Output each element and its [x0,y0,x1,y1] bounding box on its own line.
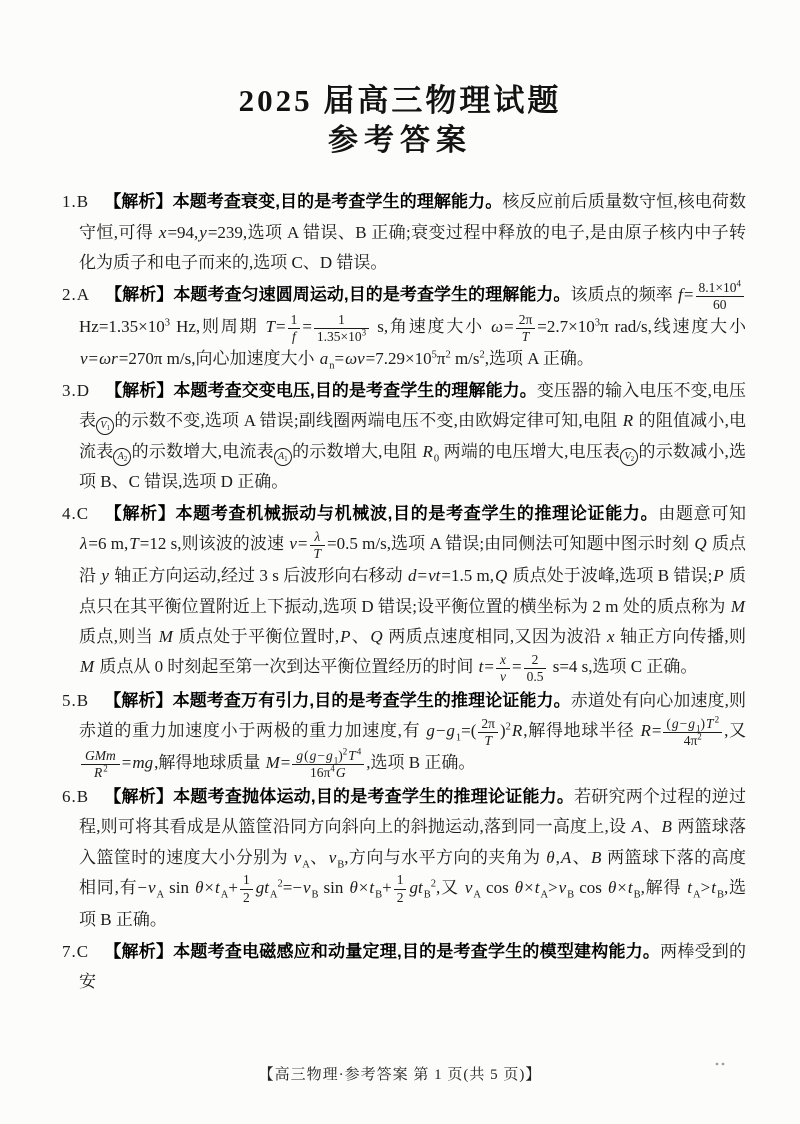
fraction-denominator [314,329,369,344]
math-var: B [591,847,602,867]
math-var: t [627,877,633,897]
text-run: ,选项 B 正确。 [79,877,747,929]
math-var: v [148,877,156,897]
text-run: 轴正方向传播,则 [615,626,747,646]
math-var: x [158,222,167,242]
text-run: = [484,657,494,677]
item-number: 5.B [62,691,90,710]
text-run: = [334,348,345,368]
math-var: T [706,715,714,731]
math-var: G [335,764,346,780]
math-var: vt [428,566,441,586]
item-number: 3.D [62,381,91,401]
subscript: 1 [455,732,462,744]
subscript: B [337,859,345,871]
math-var: g [296,747,304,763]
text-run: ,解得 [640,877,687,897]
math-var: Q [495,566,508,586]
text-run: = [280,753,291,773]
math-var: T [348,747,356,763]
math-var: t [687,877,693,897]
meter-subscript: 2 [630,454,635,463]
math-var: y [101,566,109,586]
text-run: ) [338,747,343,763]
item-number: 7.C [62,942,90,962]
math-var: mg [132,753,154,773]
text-run: ,方向与水平方向的夹角为 [344,847,546,867]
math-var: v [500,668,506,684]
math-var: T [484,733,492,749]
fraction-numerator [478,717,498,733]
fraction-numerator [240,873,253,889]
math-var: d [407,566,417,586]
fraction-numerator [81,749,120,765]
text-run: 质点只在其平衡位置附近上下振动,选项 D 错误;设平衡位置的横坐标为 2 m 处的质点称为 [79,566,747,616]
text-run: = [88,348,99,368]
math-var: g [309,747,317,763]
fraction-numerator [288,313,301,329]
page-title: 2025 届高三物理试题 [238,83,562,118]
text-run: 的示数不变,选项 A 错误;副线圈两端电压不变,由欧姆定律可知,电阻 [114,411,622,431]
superscript: 3 [361,327,367,338]
text-run: ( [304,747,309,763]
subscript: B [375,889,383,901]
text-run: 60 [713,296,727,312]
fraction [240,873,253,904]
math-var: Q [370,626,383,646]
meter-subscript: 1 [106,424,110,433]
text-run: , [555,847,560,867]
subscript: B [311,889,319,901]
text-run: 核反应前后质量数守恒,核电荷数守恒,可得 [79,192,747,242]
text-run: cos [481,877,514,897]
math-var: t [215,877,220,897]
text-run: = [417,566,428,586]
math-var: g [326,747,333,763]
text-run: − [679,715,688,731]
math-var: v [80,348,88,368]
subscript: A [220,889,229,901]
fraction-denominator [394,890,407,905]
text-run: 2 [242,889,250,905]
math-var: Q [694,534,707,554]
fraction [292,746,364,780]
text-run: s,角速度大小 [371,316,491,336]
page-footer: 【高三物理·参考答案 第 1 页(共 5 页)】 [258,1067,542,1083]
text-run: π rad/s,线速度大小 [599,316,746,336]
math-var: T [521,328,530,344]
math-var: T [313,546,322,562]
text-run: 、 [351,626,370,646]
fraction [696,278,745,312]
fraction-denominator [663,733,722,748]
superscript: 2 [277,878,283,890]
meter-subscript: 2 [123,454,128,463]
superscript: 2 [505,721,511,733]
math-var: θ [607,877,617,897]
superscript: 2 [479,349,485,361]
fraction [81,749,120,780]
meter-symbol [274,448,292,466]
text-run: 的示数减小,选项 B、C 错误,选项 D 正确。 [79,441,747,491]
superscript: 2 [430,878,436,890]
fraction-numerator [310,530,326,546]
text-run: > [548,877,558,897]
math-var: x [606,626,615,646]
fraction-numerator [524,653,547,669]
superscript: 3 [594,317,600,329]
fraction-denominator [310,546,326,561]
math-var: M [80,657,95,677]
text-run: 2 [531,651,539,667]
text-run: ,解得地球质量 [154,753,265,773]
math-var: g [688,715,696,731]
math-var: M [265,753,280,773]
text-run: Hz=1.35×10 [79,316,165,336]
text-run: 2 [396,889,404,905]
superscript: 4 [330,763,335,774]
math-var: A [631,817,643,837]
fraction-denominator [288,329,301,344]
text-run: 2π [518,311,533,327]
text-run: 质点处于波峰,选项 B 错误; [508,566,713,586]
text-run: 质点沿 [79,534,747,586]
text-run: 、 [572,847,591,867]
text-run: 质点,则当 [79,626,158,646]
fraction-denominator [696,297,745,312]
answer-item [62,280,746,374]
math-var: λ [80,534,88,554]
math-var: R [511,721,523,741]
text-run: 1 [290,311,298,327]
superscript: 4 [736,278,741,289]
text-run: 两棒受到的安 [79,942,747,992]
fraction-numerator [496,653,510,669]
text-run: = [121,753,132,773]
fraction-denominator [516,329,536,344]
text-run: 该质点的频率 [570,285,678,304]
math-var: R [640,721,651,741]
scan-artifact [714,1062,728,1066]
text-run: ,又 [435,877,464,897]
text-run: ,选项 A 正确。 [484,348,594,368]
text-run: =270π m/s,向心加速度大小 [118,348,319,368]
text-run: =7.29×10 [365,348,432,368]
text-run: 两篮球落入篮筐时的速度大小分别为 [79,817,746,867]
text-run: 由题意可知 [658,504,747,524]
math-var: v [464,877,473,897]
text-run: × [617,877,627,897]
text-run: 变压器的输入电压不变,电压表 [79,381,746,431]
text-run: = [275,316,286,336]
math-var: R [622,411,634,431]
text-run: sin [164,877,195,897]
text-run: 1.35×10 [316,328,362,344]
text-run: = [504,316,514,336]
subscript: B [423,889,431,901]
text-run: = [302,316,312,336]
math-var: θ [514,877,524,897]
text-run: 4π [683,733,698,749]
fraction [310,530,326,561]
answer-list [62,187,746,997]
text-run: ) [700,715,706,731]
math-var: y [199,222,207,242]
math-var: x [500,651,506,667]
text-run: 轴正方向运动,经过 3 s 后波形向右移动 [109,566,407,586]
text-run: ) [499,721,506,741]
text-run: =94, [167,222,199,242]
math-var: P [340,626,351,646]
subscript: A [693,889,701,901]
text-run: × [524,877,534,897]
superscript: 2 [445,349,451,361]
subscript: 1 [333,755,339,766]
subscript: n [329,360,335,372]
math-var: R [422,441,433,461]
page-subtitle: 参考答案 [328,123,472,157]
bold-run: 【解析】本题考查匀速圆周运动,目的是考查学生的理解能力。 [105,285,571,304]
math-var: t [478,657,484,677]
subscript: A [156,889,165,901]
math-var: θ [349,877,358,897]
text-run: =12 s,则该波的波速 [139,534,289,554]
text-run: 1 [242,872,250,888]
math-var: t [369,877,375,897]
fraction-denominator [496,669,510,684]
math-var: f [678,285,683,304]
subscript: 0 [433,453,440,465]
bold-run: 【解析】本题考查万有引力,目的是考查学生的推理论证能力。 [104,691,571,710]
math-var: g [671,715,679,731]
text-run: 1 [396,872,404,888]
text-run: s=4 s,选项 C 正确。 [548,657,698,677]
text-run: m/s [450,348,480,368]
math-var: θ [195,877,204,897]
subscript: 1 [696,723,701,734]
math-var: GMm [85,747,116,763]
text-run: − [317,747,326,763]
text-run: ( [666,715,671,731]
math-var: ωr [99,348,118,368]
text-run: + [382,877,392,897]
fraction [496,653,510,684]
meter-letter: A [278,450,285,462]
superscript: 2 [697,731,702,742]
math-var: v [328,847,337,867]
superscript: 5 [431,349,437,361]
text-run: − [435,721,446,741]
text-run: 的阻值减小,电流表 [79,411,747,461]
text-run: sin [318,877,349,897]
fraction-numerator [516,313,536,329]
math-var: ωv [345,348,365,368]
item-number: 2.A [62,285,91,304]
math-var: M [730,596,745,616]
math-var: T [129,534,139,554]
bold-run: 【解析】本题考查电磁感应和动量定理,目的是考查学生的模型建构能力。 [104,942,661,962]
answer-item [62,686,746,780]
subscript: B [633,889,641,901]
fraction [516,313,536,344]
meter-symbol [620,448,638,466]
text-run: 的示数增大,电阻 [291,441,422,461]
fraction-denominator [478,733,498,748]
text-run: 赤道处有向心加速度,则赤道的重力加速度小于两极的重力加速度,有 [79,691,746,741]
item-number: 6.B [62,787,90,807]
text-run: =− [282,877,302,897]
meter-letter: V [624,450,631,462]
subscript: B [716,889,724,901]
subscript: A [473,889,481,901]
meter-symbol [96,417,114,435]
superscript: 2 [714,714,720,725]
math-var: ω [491,316,504,336]
subscript: A [269,889,278,901]
text-run: =6 m, [88,534,129,554]
subscript: A [540,889,549,901]
math-var: B [661,817,672,837]
text-run: =0.5 m/s,选项 A 错误;由同侧法可知题中图示时刻 [327,534,694,554]
text-run: 两篮球下落的高度相同,有− [79,847,747,897]
fraction [288,313,301,344]
math-var: t [711,877,716,897]
item-number: 4.C [62,504,90,524]
meter-subscript: 1 [284,454,288,463]
answer-item [62,376,746,497]
math-var: v [302,877,311,897]
text-run: = [651,721,662,741]
text-run: =1.5 m, [441,566,494,586]
fraction-denominator [292,765,364,780]
text-run: 若研究两个过程的逆过程,则可将其看成是从篮筐沿同方向斜向上的斜抛运动,落到同一高度上,设 [79,787,746,837]
text-run: × [204,877,215,897]
fraction [524,653,547,684]
math-var: R [94,764,103,780]
text-run: 的示数增大,电流表 [131,441,274,461]
fraction-denominator [524,669,547,684]
fraction-numerator [696,278,745,297]
fraction-denominator [240,890,253,905]
math-var: t [534,877,540,897]
meter-letter: V [100,420,107,432]
math-var: T [265,316,275,336]
fraction [663,714,722,749]
math-var: M [158,626,173,646]
text-run: = [683,285,694,304]
text-run: =( [461,721,477,741]
text-run: + [228,877,238,897]
text-run: ,又 [724,721,747,741]
answer-item [62,499,746,684]
answer-item [62,782,746,935]
text-run: 2π [481,715,495,731]
fraction-numerator [663,714,722,734]
text-run: 0.5 [526,668,544,684]
bold-run: 【解析】本题考查抛体运动,目的是考查学生的推理论证能力。 [104,787,575,807]
fraction [478,717,498,748]
text-run: 两端的电压增大,电压表 [439,441,621,461]
math-var: P [713,566,724,586]
math-var: g [426,721,435,741]
fraction-numerator [394,873,407,889]
text-run: > [700,877,711,897]
text-run: = [512,657,522,677]
meter-letter: A [117,450,124,462]
text-run: × [358,877,369,897]
math-var: θ [546,847,555,867]
bold-run: 【解析】本题考查交变电压,目的是考查学生的理解能力。 [105,381,537,401]
math-var: gt [409,877,423,897]
text-run: 1 [338,311,345,327]
meter-symbol [113,448,131,466]
text-run: Hz,则周期 [170,316,265,336]
math-var: gt [255,877,269,897]
text-run: 两质点速度相同,又因为波沿 [383,626,606,646]
superscript: 2 [103,763,108,774]
text-run: 质点从 0 时刻起至第一次到达平衡位置经历的时间 [95,657,478,677]
item-number: 1.B [62,192,90,212]
text-run: 、 [309,847,328,867]
answer-item [62,187,746,278]
fraction-denominator [81,765,120,780]
math-var: g [446,721,455,741]
bold-run: 【解析】本题考查机械振动与机械波,目的是考查学生的推理论证能力。 [104,504,659,524]
superscript: 2 [342,746,348,757]
math-var: λ [314,528,321,544]
text-run: =239,选项 A 错误、B 正确;衰变过程中释放的电子,是由原子核内中子转化为质子和电子而来的,选项 C、D 错误。 [79,222,746,272]
bold-run: 【解析】本题考查衰变,目的是考查学生的理解能力。 [104,192,503,212]
fraction [394,873,407,904]
math-var: f [292,328,296,344]
fraction-numerator [292,746,364,766]
math-var: v [289,534,297,554]
subscript: B [567,889,575,901]
subscript: A [302,859,310,871]
text-run: cos [574,877,607,897]
math-var: A [560,847,572,867]
text-run: 、 [643,817,661,837]
superscript: 3 [164,317,170,329]
text-run: = [297,534,308,554]
text-run: π [436,348,446,368]
text-run: 16π [310,764,331,780]
answer-item [62,937,746,998]
math-var: v [293,847,302,867]
text-run: ,选项 B 正确。 [366,753,476,773]
text-run: 质点处于平衡位置时, [173,626,340,646]
text-run: ,解得地球半径 [523,721,640,741]
superscript: 4 [356,746,362,757]
text-run: =2.7×10 [537,316,595,336]
fraction [314,313,369,344]
math-var: v [558,877,567,897]
text-run: 8.1×10 [698,279,737,295]
math-var: a [319,348,329,368]
